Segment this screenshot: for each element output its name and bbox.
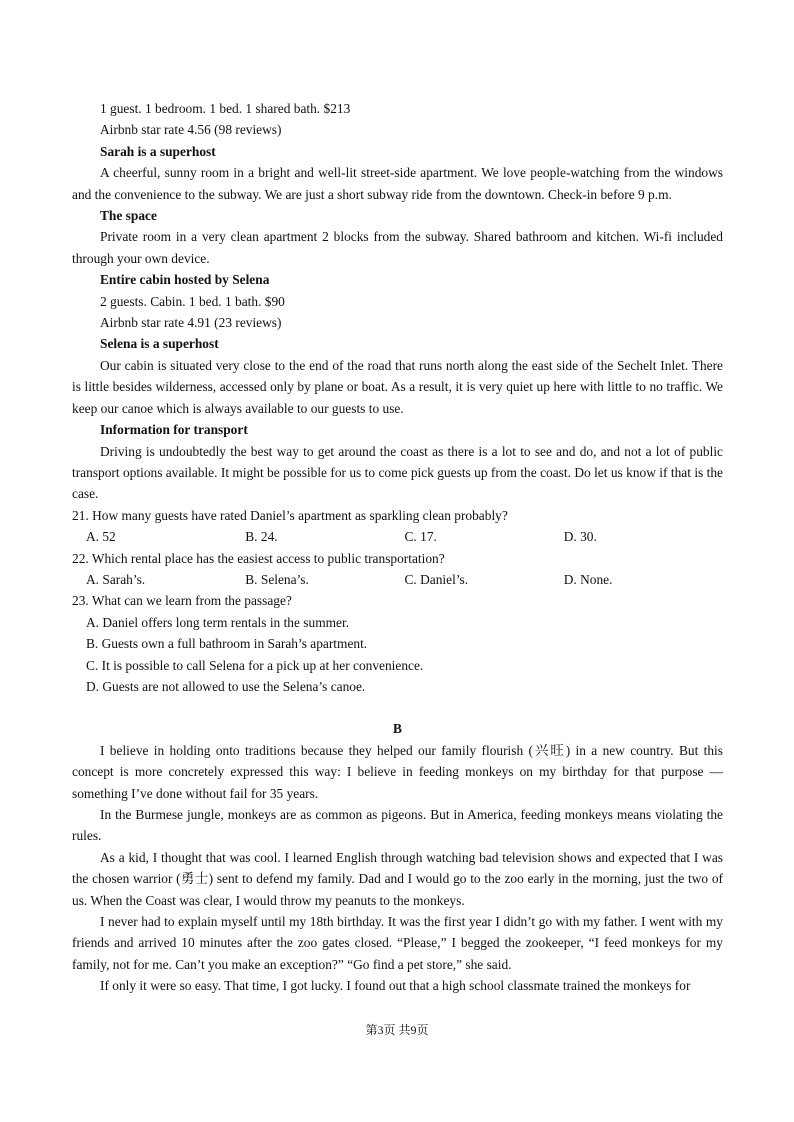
option: A. Daniel offers long term rentals in the summer.: [86, 614, 350, 630]
listing1-host-heading: Sarah is a superhost: [100, 143, 216, 159]
option: B. 24.: [245, 529, 278, 545]
option: A. Sarah’s.: [86, 571, 146, 587]
listing2-title: Entire cabin hosted by Selena: [100, 272, 270, 288]
question-22: 22. Which rental place has the easiest access to public transportation?: [72, 550, 445, 566]
listing2-host-text: Our cabin is situated very close to the end of the road that runs north along the east side of the Sechelt Inlet. There is little besides wilderness, accessed only by plane or boat. As a result, it is very quiet up here with little to no traffic. We keep our canoe which is always available to our guests to use.: [72, 357, 723, 416]
page-footer: 第3页 共9页: [365, 1023, 429, 1037]
question-22-options: [72, 569, 723, 590]
listing1-space-text: Private room in a very clean apartment 2 blocks from the subway. Shared bathroom and kitchen. Wi-fi included through your own device.: [72, 229, 723, 266]
listing2-transport-heading: Information for transport: [100, 422, 248, 438]
listing2-transport-text: Driving is undoubtedly the best way to get around the coast as there is a lot to see and do, and not a lot of public transport options available. It might be possible for us to come pick guests up from the coast. Do let us know if that is the case.: [72, 443, 723, 502]
option: D. 30.: [563, 529, 597, 545]
listing1-rating: Airbnb star rate 4.56 (98 reviews): [100, 122, 282, 138]
listing1-space-heading: The space: [100, 208, 157, 224]
option: B. Selena’s.: [245, 571, 309, 587]
listing1-details: 1 guest. 1 bedroom. 1 bed. 1 shared bath. $213: [100, 101, 351, 116]
question-23: 23. What can we learn from the passage?: [72, 593, 292, 609]
option: D. None.: [563, 571, 613, 587]
passage-paragraph: I believe in holding onto traditions because they helped our family flourish (兴旺) in a new country. But this concept is more concretely expressed this way: I believe in feeding monkeys on my birthday for that purpose — something I’ve done without fail for 35 years.: [72, 742, 723, 801]
listing1-host-text: A cheerful, sunny room in a bright and well-lit street-side apartment. We love people-watching from the windows and the convenience to the subway. We are just a short subway ride from the downtown. Check-in before 9 p.m.: [72, 165, 723, 202]
passage-paragraph: As a kid, I thought that was cool. I learned English through watching bad television shows and expected that I was the chosen warrior (勇士) sent to defend my family. Dad and I would go to the zoo early in the morning, just the two of us. When the Coast was clear, I would throw my peanuts to the monkeys.: [72, 849, 723, 908]
section-b-label: B: [393, 721, 402, 737]
passage-paragraph: In the Burmese jungle, monkeys are as common as pigeons. But in America, feeding monkeys means violating the rules.: [72, 807, 723, 844]
listing2-details: 2 guests. Cabin. 1 bed. 1 bath. $90: [100, 293, 285, 309]
passage-paragraph: I never had to explain myself until my 18th birthday. It was the first year I didn’t go with my father. I went with my friends and arrived 10 minutes after the zoo gates closed. “Please,” I begged the zookeeper, “I feed monkeys for my family, not for me. Can’t you make an exception?” “Go find a pet store,” she said.: [72, 914, 723, 972]
spacer: [72, 697, 723, 718]
listing2-rating: Airbnb star rate 4.91 (23 reviews): [100, 315, 282, 331]
option: C. It is possible to call Selena for a pick up at her convenience.: [86, 657, 424, 673]
passage-paragraph: If only it were so easy. That time, I got lucky. I found out that a high school classmate trained the monkeys for: [100, 978, 691, 994]
option: D. Guests are not allowed to use the Selena’s canoe.: [86, 678, 366, 694]
question-21-options: [72, 526, 723, 547]
document-page: [72, 98, 723, 997]
option: C. Daniel’s.: [404, 571, 469, 587]
option: A. 52: [86, 529, 116, 545]
option: C. 17.: [404, 529, 437, 545]
option: B. Guests own a full bathroom in Sarah’s apartment.: [86, 636, 368, 652]
question-21: 21. How many guests have rated Daniel’s apartment as sparkling clean probably?: [72, 507, 508, 523]
listing2-host-heading: Selena is a superhost: [100, 336, 219, 352]
